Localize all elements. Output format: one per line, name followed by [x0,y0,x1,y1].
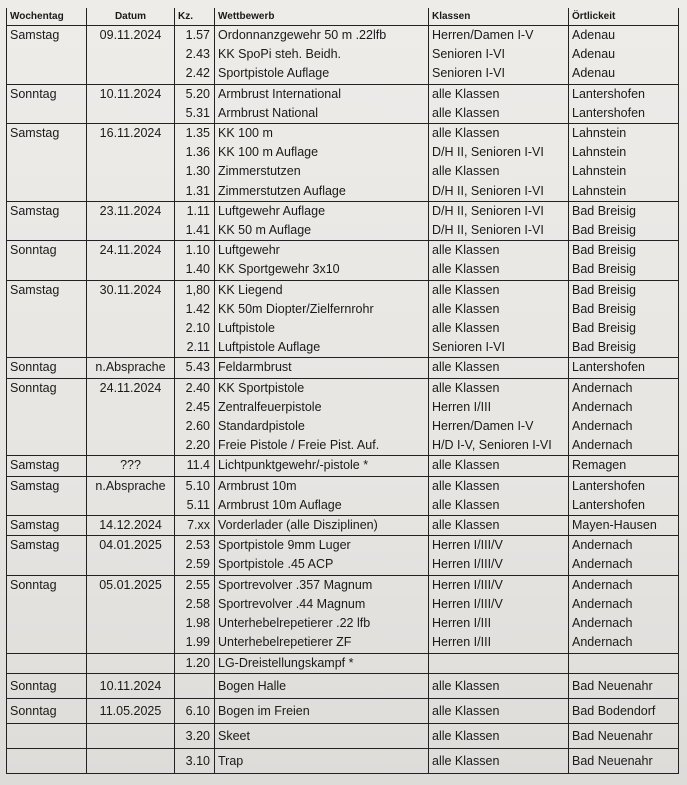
weekday-cell: Samstag [7,280,87,300]
location-cell: Andernach [569,436,679,456]
competition-cell: Luftgewehr [215,241,429,261]
classes-cell: alle Klassen [429,260,569,280]
competition-cell: Standardpistole [215,417,429,436]
code-cell: 2.11 [175,338,215,358]
competition-cell: Ordonnanzgewehr 50 m .22lfb [215,26,429,46]
table-row [7,436,679,456]
table-row [7,143,679,162]
schedule-body [7,26,679,774]
date-cell [87,319,175,338]
location-cell: Bad Breisig [569,221,679,241]
table-row [7,64,679,84]
date-cell [87,653,175,673]
location-cell: Lantershofen [569,84,679,104]
weekday-cell [7,64,87,84]
location-cell: Lantershofen [569,476,679,496]
weekday-cell [7,162,87,181]
classes-cell: alle Klassen [429,319,569,338]
competition-cell: Armbrust National [215,104,429,124]
classes-cell: D/H II, Senioren I-VI [429,143,569,162]
weekday-cell [7,398,87,417]
location-cell: Remagen [569,456,679,476]
location-cell: Lahnstein [569,124,679,144]
date-cell [87,260,175,280]
date-cell [87,614,175,633]
location-cell: Andernach [569,614,679,633]
table-row [7,124,679,144]
classes-cell: H/D I-V, Senioren I-VI [429,436,569,456]
weekday-cell: Sonntag [7,698,87,723]
code-cell: 1.99 [175,633,215,653]
classes-cell: alle Klassen [429,280,569,300]
table-row [7,595,679,614]
date-cell: 09.11.2024 [87,26,175,46]
competition-cell: Lichtpunktgewehr/-pistole * [215,456,429,476]
table-row [7,456,679,476]
weekday-cell [7,104,87,124]
classes-cell: alle Klassen [429,104,569,124]
code-cell: 5.31 [175,104,215,124]
code-cell: 5.43 [175,358,215,378]
code-cell: 2.10 [175,319,215,338]
weekday-cell [7,614,87,633]
table-row [7,575,679,595]
weekday-cell [7,417,87,436]
header-row [7,8,679,26]
classes-cell: alle Klassen [429,723,569,748]
code-cell: 2.58 [175,595,215,614]
competition-cell: KK Sportgewehr 3x10 [215,260,429,280]
date-cell: 30.11.2024 [87,280,175,300]
date-cell: 10.11.2024 [87,673,175,698]
date-cell [87,748,175,773]
table-row [7,748,679,773]
code-cell: 1.98 [175,614,215,633]
weekday-cell [7,496,87,516]
table-row [7,653,679,673]
location-cell: Bad Neuenahr [569,723,679,748]
date-cell: 24.11.2024 [87,378,175,398]
date-cell: 11.05.2025 [87,698,175,723]
code-cell: 5.11 [175,496,215,516]
date-cell [87,143,175,162]
classes-cell: alle Klassen [429,673,569,698]
competition-schedule-table [6,8,679,774]
date-cell: 04.01.2025 [87,536,175,556]
code-cell: 1.31 [175,182,215,202]
date-cell: n.Absprache [87,476,175,496]
location-cell: Bad Bodendorf [569,698,679,723]
header-kz: Kz. [175,8,215,26]
weekday-cell: Sonntag [7,358,87,378]
competition-cell: Zimmerstutzen [215,162,429,181]
weekday-cell: Samstag [7,201,87,221]
classes-cell [429,653,569,673]
location-cell: Bad Breisig [569,241,679,261]
weekday-cell [7,319,87,338]
weekday-cell: Sonntag [7,378,87,398]
header-datum: Datum [87,8,175,26]
classes-cell: alle Klassen [429,748,569,773]
location-cell: Bad Neuenahr [569,748,679,773]
location-cell: Lantershofen [569,496,679,516]
weekday-cell: Samstag [7,536,87,556]
location-cell: Andernach [569,378,679,398]
table-row [7,45,679,64]
competition-cell: KK SpoPi steh. Beidh. [215,45,429,64]
classes-cell: alle Klassen [429,456,569,476]
competition-cell: Luftpistole [215,319,429,338]
table-row [7,162,679,181]
code-cell: 1,80 [175,280,215,300]
code-cell: 2.45 [175,398,215,417]
table-row [7,378,679,398]
date-cell [87,45,175,64]
date-cell: ??? [87,456,175,476]
table-row [7,633,679,653]
location-cell: Andernach [569,417,679,436]
header-wochentag: Wochentag [7,8,87,26]
location-cell: Lantershofen [569,104,679,124]
competition-cell: Armbrust 10m Auflage [215,496,429,516]
location-cell: Lantershofen [569,358,679,378]
competition-cell: Vorderlader (alle Disziplinen) [215,516,429,536]
date-cell [87,300,175,319]
competition-cell: Unterhebelrepetierer .22 lfb [215,614,429,633]
classes-cell: Herren I/III/V [429,555,569,575]
classes-cell: Senioren I-VI [429,64,569,84]
table-row [7,555,679,575]
date-cell [87,64,175,84]
code-cell: 1.57 [175,26,215,46]
classes-cell: alle Klassen [429,241,569,261]
location-cell: Mayen-Hausen [569,516,679,536]
weekday-cell [7,436,87,456]
location-cell: Andernach [569,536,679,556]
code-cell: 2.59 [175,555,215,575]
date-cell: 14.12.2024 [87,516,175,536]
classes-cell: Herren/Damen I-V [429,26,569,46]
date-cell [87,417,175,436]
date-cell [87,398,175,417]
competition-cell: Trap [215,748,429,773]
location-cell: Adenau [569,64,679,84]
weekday-cell [7,595,87,614]
classes-cell: Herren I/III [429,633,569,653]
code-cell: 2.40 [175,378,215,398]
weekday-cell [7,182,87,202]
competition-cell: LG-Dreistellungskampf * [215,653,429,673]
competition-cell: KK Sportpistole [215,378,429,398]
date-cell [87,723,175,748]
code-cell: 1.36 [175,143,215,162]
location-cell: Bad Breisig [569,201,679,221]
date-cell [87,555,175,575]
weekday-cell [7,143,87,162]
code-cell: 1.41 [175,221,215,241]
competition-cell: Bogen im Freien [215,698,429,723]
classes-cell: alle Klassen [429,496,569,516]
location-cell: Bad Breisig [569,300,679,319]
competition-cell: Sportpistole Auflage [215,64,429,84]
classes-cell: D/H II, Senioren I-VI [429,201,569,221]
competition-cell: Luftgewehr Auflage [215,201,429,221]
table-row [7,536,679,556]
classes-cell: Herren I/III [429,398,569,417]
weekday-cell [7,260,87,280]
code-cell: 2.55 [175,575,215,595]
location-cell: Bad Breisig [569,280,679,300]
code-cell: 11.4 [175,456,215,476]
code-cell: 2.20 [175,436,215,456]
code-cell: 1.11 [175,201,215,221]
date-cell: 05.01.2025 [87,575,175,595]
weekday-cell: Samstag [7,26,87,46]
location-cell: Lahnstein [569,182,679,202]
competition-cell: Skeet [215,723,429,748]
date-cell: n.Absprache [87,358,175,378]
location-cell: Bad Breisig [569,319,679,338]
table-row [7,319,679,338]
competition-cell: Feldarmbrust [215,358,429,378]
code-cell: 1.42 [175,300,215,319]
weekday-cell [7,221,87,241]
competition-cell: Zentralfeuerpistole [215,398,429,417]
weekday-cell: Sonntag [7,84,87,104]
weekday-cell: Sonntag [7,241,87,261]
competition-cell: Sportrevolver .44 Magnum [215,595,429,614]
competition-cell: Freie Pistole / Freie Pist. Auf. [215,436,429,456]
location-cell: Bad Neuenahr [569,673,679,698]
competition-cell: Sportpistole 9mm Luger [215,536,429,556]
code-cell: 2.42 [175,64,215,84]
table-row [7,358,679,378]
code-cell: 1.10 [175,241,215,261]
weekday-cell [7,338,87,358]
code-cell: 2.60 [175,417,215,436]
code-cell: 2.43 [175,45,215,64]
location-cell: Lahnstein [569,162,679,181]
location-cell [569,653,679,673]
date-cell [87,595,175,614]
weekday-cell [7,555,87,575]
table-row [7,673,679,698]
date-cell [87,496,175,516]
competition-cell: Sportpistole .45 ACP [215,555,429,575]
classes-cell: alle Klassen [429,300,569,319]
table-row [7,182,679,202]
header-oertlichkeit: Örtlickeit [569,8,679,26]
weekday-cell [7,653,87,673]
table-row [7,417,679,436]
classes-cell: Senioren I-VI [429,338,569,358]
table-row [7,84,679,104]
classes-cell: alle Klassen [429,84,569,104]
weekday-cell: Sonntag [7,673,87,698]
competition-cell: KK 50m Diopter/Zielfernrohr [215,300,429,319]
code-cell: 1.40 [175,260,215,280]
weekday-cell [7,633,87,653]
table-row [7,260,679,280]
classes-cell: Herren I/III/V [429,575,569,595]
header-wettbewerb: Wettbewerb [215,8,429,26]
location-cell: Andernach [569,555,679,575]
date-cell [87,162,175,181]
competition-cell: Armbrust International [215,84,429,104]
classes-cell: alle Klassen [429,698,569,723]
date-cell: 16.11.2024 [87,124,175,144]
classes-cell: alle Klassen [429,516,569,536]
classes-cell: alle Klassen [429,378,569,398]
table-row [7,496,679,516]
date-cell: 24.11.2024 [87,241,175,261]
code-cell [175,673,215,698]
weekday-cell [7,300,87,319]
code-cell: 3.10 [175,748,215,773]
competition-cell: Luftpistole Auflage [215,338,429,358]
date-cell [87,104,175,124]
location-cell: Andernach [569,398,679,417]
location-cell: Andernach [569,633,679,653]
code-cell: 3.20 [175,723,215,748]
classes-cell: alle Klassen [429,124,569,144]
table-row [7,723,679,748]
competition-cell: Armbrust 10m [215,476,429,496]
competition-cell: Zimmerstutzen Auflage [215,182,429,202]
weekday-cell [7,723,87,748]
classes-cell: Herren I/III/V [429,595,569,614]
code-cell: 1.30 [175,162,215,181]
table-row [7,280,679,300]
classes-cell: Senioren I-VI [429,45,569,64]
weekday-cell: Samstag [7,516,87,536]
code-cell: 2.53 [175,536,215,556]
table-row [7,476,679,496]
location-cell: Andernach [569,595,679,614]
date-cell: 23.11.2024 [87,201,175,221]
date-cell [87,633,175,653]
table-row [7,26,679,46]
competition-cell: Sportrevolver .357 Magnum [215,575,429,595]
location-cell: Adenau [569,26,679,46]
location-cell: Andernach [569,575,679,595]
date-cell [87,221,175,241]
code-cell: 5.10 [175,476,215,496]
classes-cell: Herren I/III/V [429,536,569,556]
classes-cell: alle Klassen [429,162,569,181]
classes-cell: alle Klassen [429,476,569,496]
table-row [7,338,679,358]
table-row [7,241,679,261]
code-cell: 1.20 [175,653,215,673]
table-row [7,614,679,633]
classes-cell: alle Klassen [429,358,569,378]
weekday-cell: Samstag [7,456,87,476]
location-cell: Lahnstein [569,143,679,162]
table-row [7,300,679,319]
date-cell [87,338,175,358]
code-cell: 7.xx [175,516,215,536]
table-row [7,201,679,221]
competition-cell: KK 100 m [215,124,429,144]
code-cell: 1.35 [175,124,215,144]
location-cell: Bad Breisig [569,338,679,358]
classes-cell: D/H II, Senioren I-VI [429,221,569,241]
competition-cell: KK 50 m Auflage [215,221,429,241]
table-row [7,398,679,417]
classes-cell: D/H II, Senioren I-VI [429,182,569,202]
weekday-cell [7,748,87,773]
location-cell: Adenau [569,45,679,64]
header-klassen: Klassen [429,8,569,26]
date-cell [87,182,175,202]
date-cell [87,436,175,456]
code-cell: 6.10 [175,698,215,723]
table-row [7,104,679,124]
classes-cell: Herren I/III [429,614,569,633]
table-row [7,516,679,536]
competition-cell: Bogen Halle [215,673,429,698]
weekday-cell: Sonntag [7,575,87,595]
classes-cell: Herren/Damen I-V [429,417,569,436]
date-cell: 10.11.2024 [87,84,175,104]
code-cell: 5.20 [175,84,215,104]
table-row [7,221,679,241]
competition-cell: Unterhebelrepetierer ZF [215,633,429,653]
weekday-cell [7,45,87,64]
competition-cell: KK 100 m Auflage [215,143,429,162]
weekday-cell: Samstag [7,476,87,496]
location-cell: Bad Breisig [569,260,679,280]
weekday-cell: Samstag [7,124,87,144]
competition-cell: KK Liegend [215,280,429,300]
table-row [7,698,679,723]
